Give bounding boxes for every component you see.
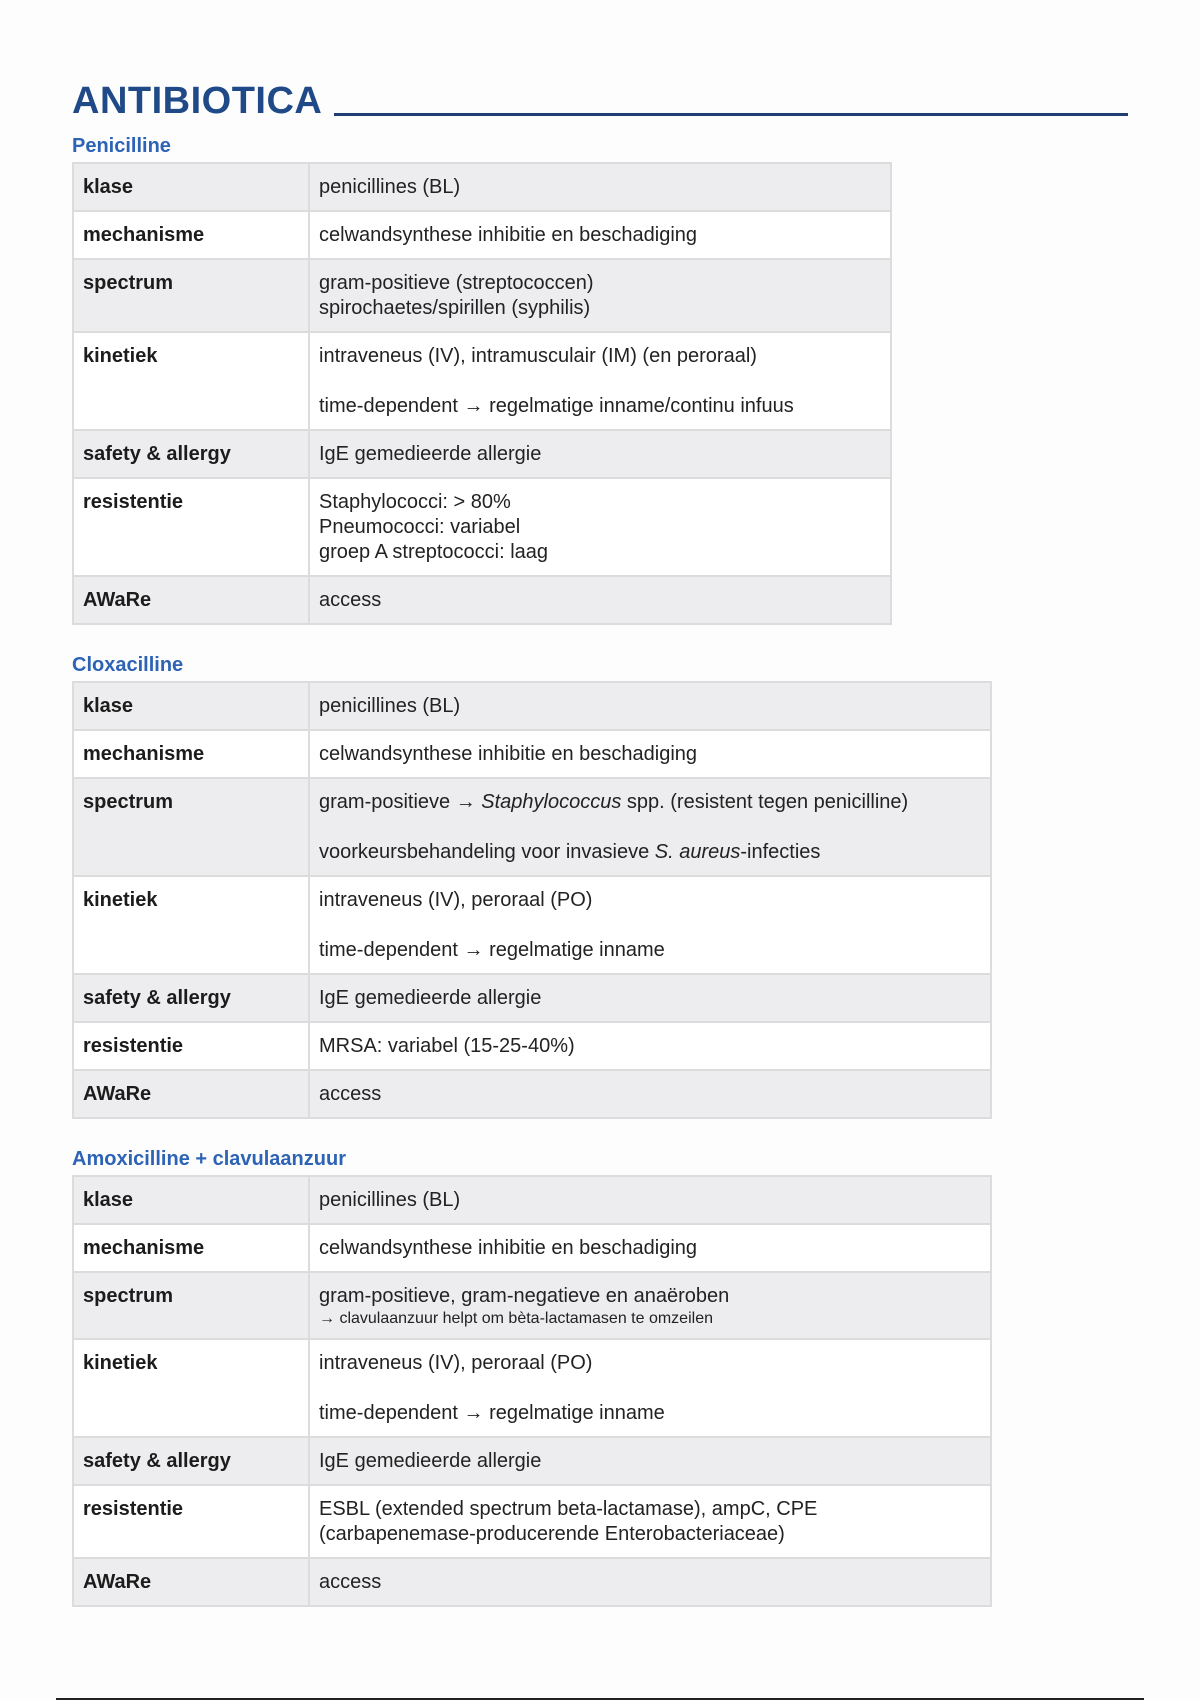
table-row — [73, 1224, 991, 1272]
resistentie-line: groep A streptococci: laag — [319, 541, 549, 563]
title-underline — [334, 113, 1128, 116]
row-label-aware: AWaRe — [73, 1070, 309, 1118]
section-heading-amoxicilline: Amoxicilline + clavulaanzuur — [72, 1148, 346, 1170]
row-label-resistentie: resistentie — [73, 1022, 309, 1070]
title-row — [72, 72, 1128, 120]
organism-name: Staphylococcus — [481, 791, 622, 813]
table-row — [73, 682, 991, 730]
row-value-safety: IgE gemedieerde allergie — [309, 430, 891, 478]
kinetiek-line: intraveneus (IV), intramusculair (IM) (en peroraal) — [319, 345, 757, 367]
table-row — [73, 974, 991, 1022]
table-row — [73, 1176, 991, 1224]
table-row — [73, 332, 891, 430]
document-page — [72, 72, 1128, 1607]
row-value-safety: IgE gemedieerde allergie — [309, 1437, 991, 1485]
spectrum-line — [319, 790, 981, 815]
table-row — [73, 576, 891, 624]
spectrum-line — [319, 840, 981, 865]
table-row — [73, 1485, 991, 1558]
table-row — [73, 1022, 991, 1070]
row-value-klase: penicillines (BL) — [309, 682, 991, 730]
row-value-resistentie — [309, 1485, 991, 1558]
row-label-kinetiek: kinetiek — [73, 876, 309, 974]
row-label-resistentie: resistentie — [73, 1485, 309, 1558]
table-row — [73, 1339, 991, 1437]
row-label-mechanisme: mechanisme — [73, 211, 309, 259]
row-value-klase: penicillines (BL) — [309, 1176, 991, 1224]
table-row — [73, 163, 891, 211]
row-label-klase: klase — [73, 682, 309, 730]
row-label-kinetiek: kinetiek — [73, 1339, 309, 1437]
kinetiek-line: intraveneus (IV), peroraal (PO) — [319, 1352, 593, 1374]
table-row — [73, 876, 991, 974]
row-label-safety: safety & allergy — [73, 430, 309, 478]
table-row — [73, 1272, 991, 1339]
row-label-safety: safety & allergy — [73, 1437, 309, 1485]
row-label-spectrum: spectrum — [73, 1272, 309, 1339]
row-value-mechanisme: celwandsynthese inhibitie en beschadiging — [309, 1224, 991, 1272]
page-title: ANTIBIOTICA — [72, 80, 323, 122]
row-label-klase: klase — [73, 1176, 309, 1224]
row-value-kinetiek — [309, 332, 891, 430]
spectrum-text: gram-positieve → — [319, 791, 482, 813]
row-value-spectrum — [309, 259, 891, 332]
row-label-mechanisme: mechanisme — [73, 730, 309, 778]
resistentie-line: Staphylococci: > 80% — [319, 491, 511, 513]
table-penicilline — [72, 162, 892, 625]
resistentie-line: (carbapenemase-producerende Enterobacteriaceae) — [319, 1523, 785, 1545]
row-label-aware: AWaRe — [73, 1558, 309, 1606]
row-label-klase: klase — [73, 163, 309, 211]
spectrum-line: gram-positieve, gram-negatieve en anaëroben — [319, 1285, 730, 1307]
row-label-safety: safety & allergy — [73, 974, 309, 1022]
row-value-safety: IgE gemedieerde allergie — [309, 974, 991, 1022]
section-heading-penicilline: Penicilline — [72, 135, 171, 157]
row-value-aware: access — [309, 1558, 991, 1606]
table-row — [73, 778, 991, 876]
table-row — [73, 1558, 991, 1606]
row-value-mechanisme: celwandsynthese inhibitie en beschadiging — [309, 730, 991, 778]
table-amoxicilline — [72, 1175, 992, 1607]
row-value-aware: access — [309, 576, 891, 624]
row-value-klase: penicillines (BL) — [309, 163, 891, 211]
spectrum-note: → clavulaanzuur helpt om bèta-lactamasen te omzeilen — [319, 1310, 713, 1327]
row-value-resistentie — [309, 478, 891, 576]
table-row — [73, 730, 991, 778]
kinetiek-line: time-dependent → regelmatige inname — [319, 1402, 665, 1424]
kinetiek-line: time-dependent → regelmatige inname/continu infuus — [319, 395, 794, 417]
table-row — [73, 1437, 991, 1485]
row-value-resistentie: MRSA: variabel (15-25-40%) — [309, 1022, 991, 1070]
table-row — [73, 430, 891, 478]
organism-name: S. aureus — [654, 841, 741, 863]
row-value-kinetiek — [309, 1339, 991, 1437]
spectrum-text: -infecties — [740, 841, 821, 863]
row-label-kinetiek: kinetiek — [73, 332, 309, 430]
table-row — [73, 478, 891, 576]
kinetiek-line: time-dependent → regelmatige inname — [319, 939, 665, 961]
row-value-mechanisme: celwandsynthese inhibitie en beschadiging — [309, 211, 891, 259]
spectrum-text: voorkeursbehandeling voor invasieve — [319, 841, 655, 863]
resistentie-line: Pneumococci: variabel — [319, 516, 521, 538]
row-label-aware: AWaRe — [73, 576, 309, 624]
section-heading-cloxacilline: Cloxacilline — [72, 654, 184, 676]
table-row — [73, 211, 891, 259]
kinetiek-line: intraveneus (IV), peroraal (PO) — [319, 889, 593, 911]
row-value-spectrum — [309, 1272, 991, 1339]
row-label-resistentie: resistentie — [73, 478, 309, 576]
spectrum-line: gram-positieve (streptococcen) — [319, 272, 594, 294]
spectrum-text: spp. (resistent tegen penicilline) — [621, 791, 909, 813]
row-value-spectrum — [309, 778, 991, 876]
row-label-spectrum: spectrum — [73, 778, 309, 876]
row-value-aware: access — [309, 1070, 991, 1118]
spectrum-line: spirochaetes/spirillen (syphilis) — [319, 297, 591, 319]
table-cloxacilline — [72, 681, 992, 1119]
row-label-mechanisme: mechanisme — [73, 1224, 309, 1272]
row-label-spectrum: spectrum — [73, 259, 309, 332]
row-value-kinetiek — [309, 876, 991, 974]
resistentie-line: ESBL (extended spectrum beta-lactamase), ampC, CPE — [319, 1498, 818, 1520]
table-row — [73, 259, 891, 332]
table-row — [73, 1070, 991, 1118]
